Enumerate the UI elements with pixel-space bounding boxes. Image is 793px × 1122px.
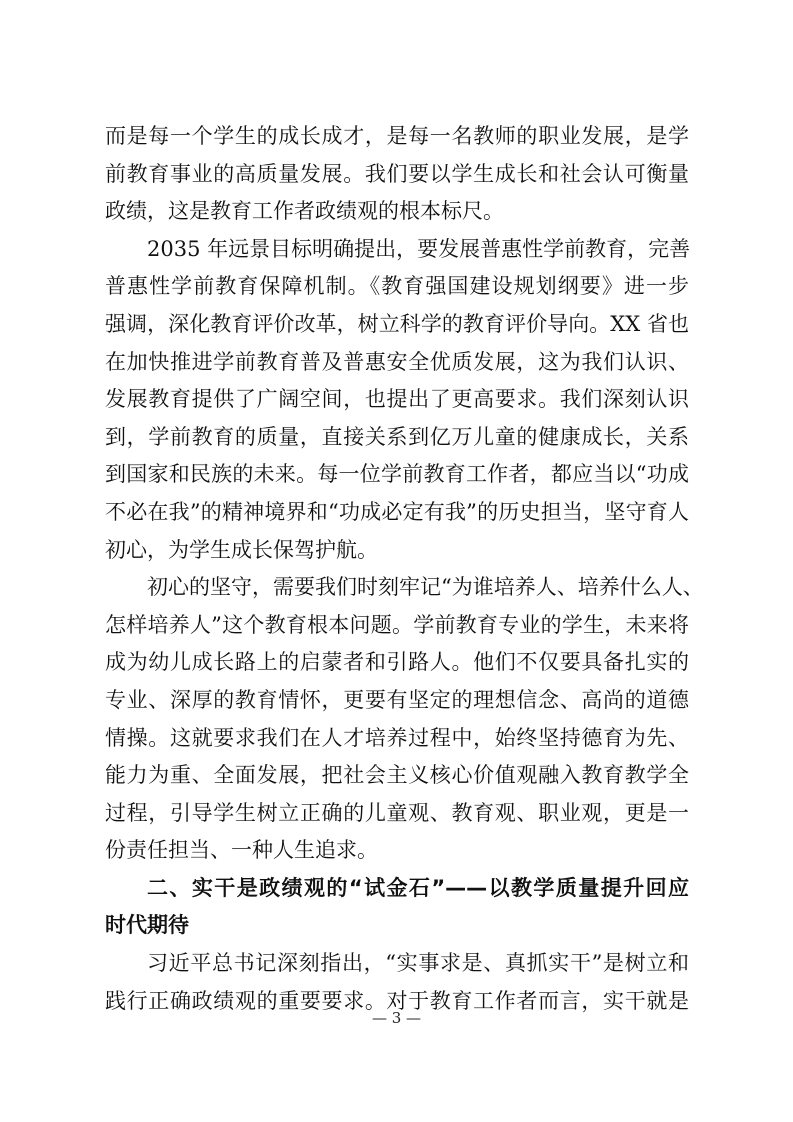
text-line-23: 习近平总书记深刻指出，“实事求是、真抓实干”是树立和 (147, 951, 689, 976)
text-line-18: 能力为重、全面发展，把社会主义核心价值观融入教育教学全 (105, 763, 689, 788)
text-line-15: 成为幼儿成长路上的启蒙者和引路人。他们不仅要具备扎实的 (105, 650, 689, 675)
section-heading-line-1: 二、实干是政绩观的“试金石”——以教学质量提升回应 (147, 875, 689, 900)
page-number: — 3 — (371, 1009, 422, 1027)
text-line-10: 到国家和民族的未来。每一位学前教育工作者，都应当以“功成 (105, 462, 689, 487)
text-line-11: 不必在我”的精神境界和“功成必定有我”的历史担当，坚守育人 (105, 499, 689, 524)
text-line-6: 强调，深化教育评价改革，树立科学的教育评价导向。XX 省也 (105, 311, 689, 336)
text-line-1: 而是每一个学生的成长成才，是每一名教师的职业发展，是学 (105, 124, 689, 148)
text-line-9: 到，学前教育的质量，直接关系到亿万儿童的健康成长，关系 (105, 424, 689, 449)
body-text (105, 118, 704, 1020)
text-line-2: 前教育事业的高质量发展。我们要以学生成长和社会认可衡量 (105, 161, 689, 186)
text-line-4: 2035 年远景目标明确提出，要发展普惠性学前教育，完善 (147, 236, 691, 261)
text-line-13: 初心的坚守，需要我们时刻牢记“为谁培养人、培养什么人、 (147, 575, 704, 600)
text-line-12: 初心，为学生成长保驾护航。 (105, 537, 378, 562)
text-line-14: 怎样培养人”这个教育根本问题。学前教育专业的学生，未来将 (105, 612, 689, 637)
text-line-20: 份责任担当、一种人生追求。 (105, 838, 378, 863)
text-line-7: 在加快推进学前教育普及普惠安全优质发展，这为我们认识、 (105, 349, 689, 374)
text-line-17: 情操。这就要求我们在人才培养过程中，始终坚持德育为先、 (105, 725, 689, 750)
text-line-3: 政绩，这是教育工作者政绩观的根本标尺。 (105, 199, 504, 224)
text-line-19: 过程，引导学生树立正确的儿童观、教育观、职业观，更是一 (105, 800, 689, 825)
text-line-16: 专业、深厚的教育情怀，更要有坚定的理想信念、高尚的道德 (105, 687, 689, 712)
section-heading-line-2: 时代期待 (105, 913, 189, 938)
text-line-8: 发展教育提供了广阔空间，也提出了更高要求。我们深刻认识 (105, 387, 689, 412)
text-line-5: 普惠性学前教育保障机制。《教育强国建设规划纲要》进一步 (105, 274, 689, 299)
text-line-24: 践行正确政绩观的重要要求。对于教育工作者而言，实干就是 (105, 988, 689, 1013)
